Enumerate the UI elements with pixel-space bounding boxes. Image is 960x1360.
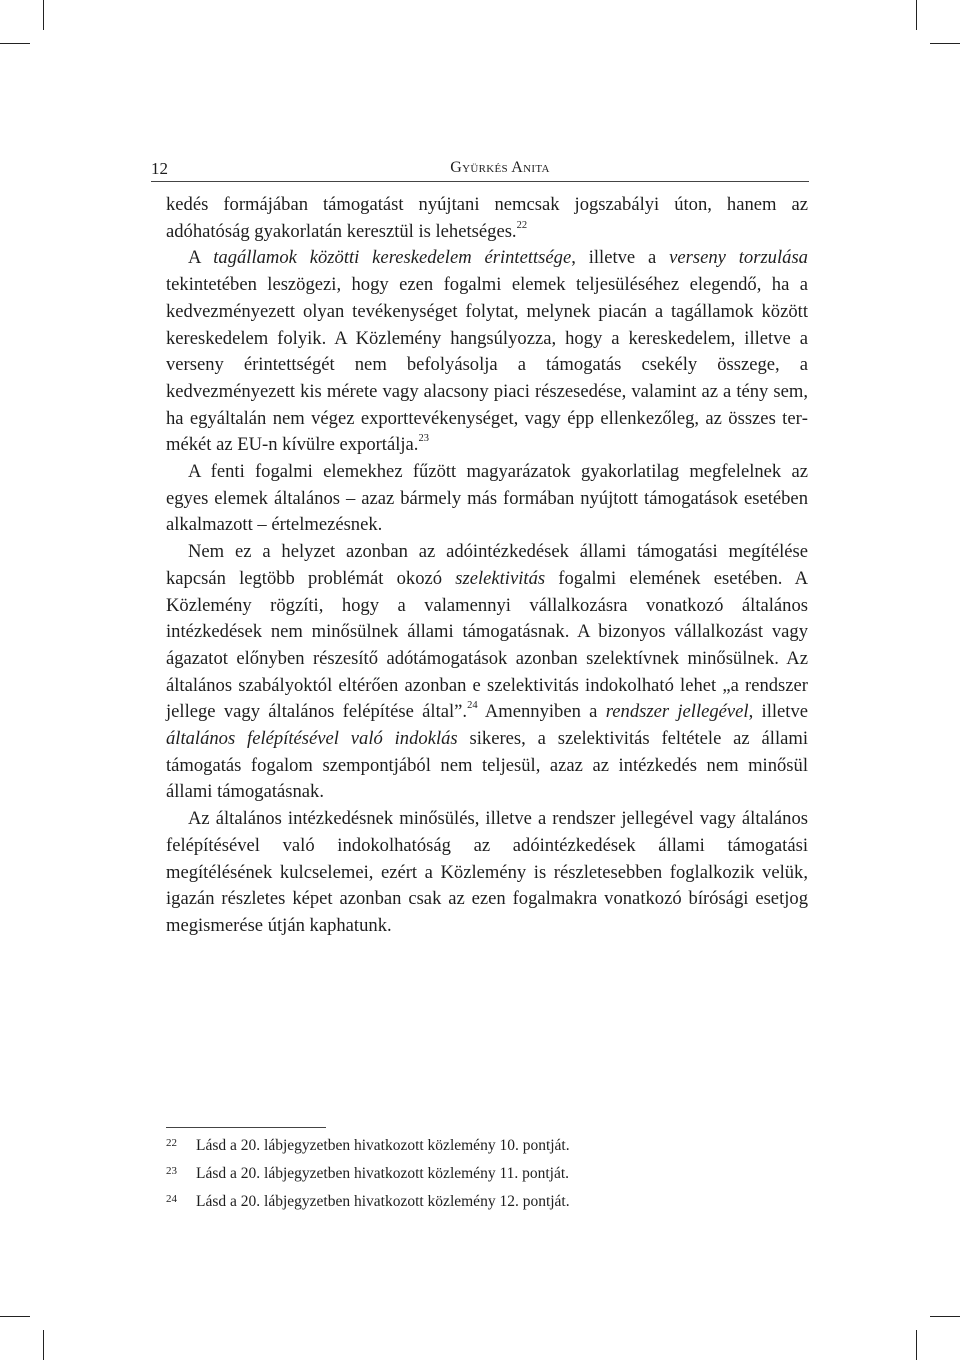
crop-mark (43, 1330, 44, 1360)
crop-mark (0, 43, 30, 44)
footnote (166, 1136, 808, 1164)
crop-mark (0, 1316, 30, 1317)
body-text (166, 192, 808, 940)
italic-term: rendszer jellegével (605, 701, 749, 723)
paragraph: Az általános intézkedésnek minősülés, illetve a rendszer jellegével vagy általános felépítésével való indokolhatóság az adóintézkedések állami támogatási megítélésének kulcselemei, ezért a Közlemény is részletesebben foglalkozik velük, igazán részletes képet azonban csak az ezen fogalmakra vonatkozó bírósági esetjog megismerése útján kaphatunk. (166, 808, 808, 936)
italic-term: szelektivitás (455, 567, 546, 589)
footnote-number: 24 (166, 1193, 177, 1205)
footnote-text: Lásd a 20. lábjegyzetben hivatkozott közlemény 10. pontját. (196, 1137, 570, 1154)
footnote (166, 1192, 808, 1220)
paragraph: A fenti fogalmi elemekhez fűzött magyarázatok gyakorlatilag megfelelnek az egyes elemek általános – azaz bármely más formában nyújtott támogatások esetében alkalmazott – értelmezésnek. (166, 461, 808, 536)
footnote-number: 23 (166, 1165, 177, 1177)
footnote-ref: 23 (418, 433, 429, 445)
text-run: tekintetében leszögezi, hogy ezen fogalmi elemek teljesüléséhez elegendő, ha a kedvezményezett olyan tevékenységet folytat, melynek piacán a tagállamok között kereskedelem folyik. A Közlemény hangsúlyozza, hogy a kereskedelem, illetve a verseny érintettségét nem befolyásolja a támogatás csekély összege, a kedvezményezett kis mérete vagy alacsony piaci részesedése, valamint az a tény sem, ha egyáltalán nem végez exporttevékenységet, vagy épp ellenkezőleg, az összes termékét az EU-n kívülre exportálja. (166, 274, 808, 456)
footnote-ref: 22 (516, 219, 528, 231)
text-run: , illetve (748, 701, 808, 723)
crop-mark (930, 1316, 960, 1317)
page-number: 12 (151, 159, 168, 178)
italic-term: verseny torzulása (669, 247, 808, 269)
crop-mark (930, 43, 960, 44)
footnote-ref: 24 (467, 700, 478, 712)
text-run: A (188, 247, 214, 269)
italic-term: tagállamok közötti kereskedelem érintettsége (213, 247, 572, 269)
text-run: kedés formájában támogatást nyújtani nemcsak jogszabályi úton, hanem az adóhatóság gyakorlatán keresztül is lehetséges. (166, 194, 808, 242)
running-head: Gyürkés Anita (450, 159, 550, 176)
footnotes (166, 1136, 808, 1220)
crop-mark (916, 0, 917, 30)
text-run: Amennyiben a (477, 701, 606, 723)
paragraph (166, 192, 808, 245)
page-header (151, 157, 809, 182)
italic-term: általános felépítésével való indoklás (166, 728, 458, 750)
footnote-number: 22 (166, 1137, 177, 1149)
paragraph (166, 539, 808, 806)
text-run: sikeres, a szelektivitás feltétele az állami támogatás fogalom szempontjából nem teljesül, azaz az intézkedés nem minősül állami támogatásnak. (166, 728, 808, 803)
text-run: , illetve a (571, 247, 670, 269)
crop-mark (43, 0, 44, 30)
crop-mark (916, 1330, 917, 1360)
text-run: Nem ez a helyzet azonban az adóintézkedések állami támogatási megítélése kapcsán legtöbb problémát okozó (166, 541, 808, 589)
text-run: fogalmi elemének esetében. A Közlemény rögzíti, hogy a valamennyi vállalkozásra vonatkozó általános intézkedések nem minősülnek állami támogatásnak. A bizonyos vállalkozást vagy ágazatot előnyben részesítő adótámogatások azonban szelektívnek minősülnek. Az általános szabályoktól eltérően azonban e szelektivitás indokolható lehet „a rendszer jellege vagy általános felépítése által”. (166, 567, 808, 723)
footnote (166, 1164, 808, 1192)
paragraph (166, 245, 808, 459)
footnote-separator (166, 1127, 326, 1128)
footnote-text: Lásd a 20. lábjegyzetben hivatkozott közlemény 12. pontját. (196, 1193, 570, 1210)
footnote-text: Lásd a 20. lábjegyzetben hivatkozott közlemény 11. pontját. (196, 1165, 570, 1182)
